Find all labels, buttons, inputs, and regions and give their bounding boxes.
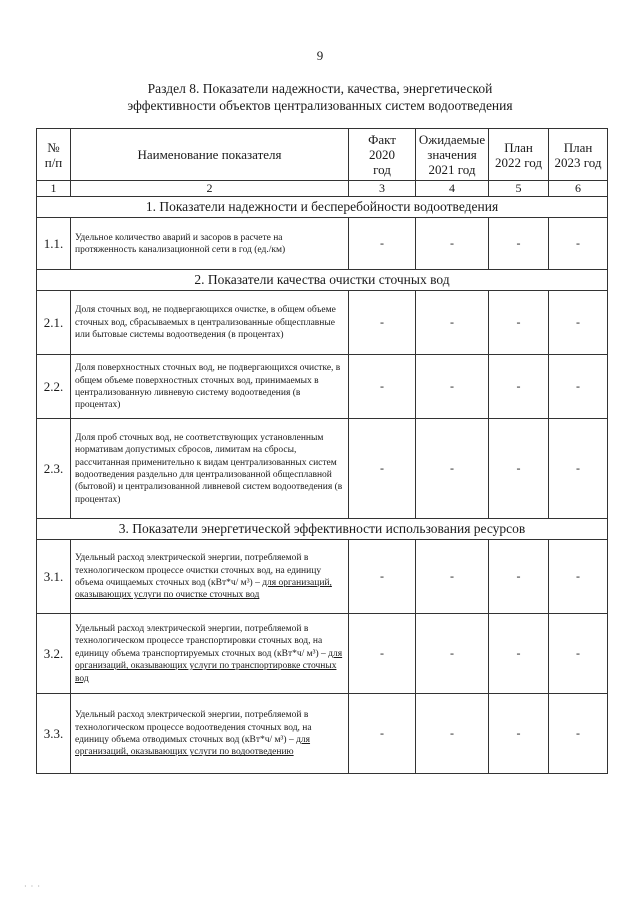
column-number: 3 — [349, 181, 416, 197]
indicator-value: - — [416, 614, 489, 694]
header-number-line-1: № — [47, 139, 60, 155]
header-name: Наименование показателя — [71, 129, 349, 181]
indicator-value: - — [549, 218, 608, 270]
table-row — [37, 355, 608, 419]
heading-line-2: эффективности объектов централизованных систем водоотведения — [127, 98, 513, 113]
indicator-value: - — [416, 540, 489, 614]
table-row — [37, 614, 608, 694]
header-expected-line-3: 2021 год — [428, 162, 476, 177]
section-row — [37, 197, 608, 218]
indicator-value: - — [416, 694, 489, 774]
indicator-value: - — [349, 291, 416, 355]
column-number: 1 — [37, 181, 71, 197]
row-number: 3.3. — [37, 694, 71, 774]
indicator-value: - — [489, 540, 549, 614]
table-body — [37, 129, 608, 774]
table-row — [37, 218, 608, 270]
indicator-value: - — [349, 694, 416, 774]
section-heading — [60, 80, 580, 114]
indicator-name — [71, 694, 349, 774]
indicator-scope-note: для организаций, оказывающих услуги по очистке сточных вод — [75, 578, 332, 601]
row-number: 1.1. — [37, 218, 71, 270]
indicator-value: - — [416, 355, 489, 419]
header-expected-2021 — [416, 129, 489, 181]
table-row — [37, 291, 608, 355]
indicator-name — [71, 355, 349, 419]
column-number: 4 — [416, 181, 489, 197]
indicator-value: - — [416, 291, 489, 355]
indicator-value: - — [349, 540, 416, 614]
header-number — [37, 129, 71, 181]
indicator-text: Доля сточных вод, не подвергающихся очистке, в общем объеме сточных вод, сбрасываемых в централизованные общесплавные или бытовые системы водоотведения (в процентах) — [75, 305, 336, 341]
indicator-text: Доля поверхностных сточных вод, не подвергающихся очистке, в общем объеме поверхностных сточных вод, принимаемых в централизованную ливневую систему водоотведения (в процентах) — [75, 363, 341, 411]
section-title: 2. Показатели качества очистки сточных вод — [37, 270, 608, 291]
indicator-value: - — [549, 291, 608, 355]
section-row — [37, 519, 608, 540]
indicator-value: - — [489, 291, 549, 355]
indicator-value: - — [549, 694, 608, 774]
header-plan-2023 — [549, 129, 608, 181]
indicator-value: - — [349, 614, 416, 694]
column-number: 2 — [71, 181, 349, 197]
header-plan-2022 — [489, 129, 549, 181]
indicator-name — [71, 614, 349, 694]
indicator-scope-note: для организаций, оказывающих услуги по водоотведению — [75, 735, 311, 758]
table-row — [37, 540, 608, 614]
column-numbers-row — [37, 181, 608, 197]
indicator-text: Удельный расход электрической энергии, потребляемой в технологическом процессе очистки сточных вод, на единицу объема очищаемых сточных вод (кВт*ч/ м³) – — [75, 553, 322, 588]
margin-mark: · · · — [24, 882, 41, 891]
header-number-line-2: п/п — [44, 154, 63, 170]
indicators-table — [36, 128, 608, 774]
row-number: 2.3. — [37, 419, 71, 519]
row-number: 2.1. — [37, 291, 71, 355]
indicator-value: - — [489, 614, 549, 694]
header-expected-line-1: Ожидаемые — [418, 132, 486, 147]
page-number: 9 — [316, 48, 324, 63]
indicator-text: Доля проб сточных вод, не соответствующих установленным нормативам допустимых сбросов, лимитам на сбросы, рассчитанная применительно к видам централизованных систем водоотведения раздельно для централизованной общесплавной (бытовой) и централизованной ливневой систем водоотведения (в процентах) — [75, 432, 343, 505]
indicator-value: - — [489, 694, 549, 774]
row-number: 3.1. — [37, 540, 71, 614]
indicator-value: - — [349, 419, 416, 519]
row-number: 3.2. — [37, 614, 71, 694]
table-row — [37, 694, 608, 774]
indicator-value: - — [416, 218, 489, 270]
indicator-name — [71, 419, 349, 519]
indicator-value: - — [549, 540, 608, 614]
indicator-value: - — [349, 355, 416, 419]
indicator-text: Удельное количество аварий и засоров в расчете на протяженность канализационной сети в год (ед./км) — [75, 232, 286, 255]
indicator-name — [71, 218, 349, 270]
table-row — [37, 419, 608, 519]
header-fact-line-3: год — [373, 162, 391, 177]
header-plan-2022-line-2: 2022 год — [495, 154, 542, 170]
section-title: 1. Показатели надежности и бесперебойности водоотведения — [37, 197, 608, 218]
indicator-name — [71, 540, 349, 614]
indicator-value: - — [416, 419, 489, 519]
indicator-text: Удельный расход электрической энергии, потребляемой в технологическом процессе водоотведения сточных вод, на единицу объема отводимых сточных вод (кВт*ч/ м³) – — [75, 710, 312, 745]
header-fact-2020 — [349, 129, 416, 181]
header-plan-2023-line-2: 2023 год — [554, 154, 602, 170]
column-number: 5 — [489, 181, 549, 197]
indicator-value: - — [549, 355, 608, 419]
indicator-value: - — [489, 218, 549, 270]
header-expected-line-2: значения — [427, 147, 477, 162]
header-plan-2022-line-1: План — [504, 139, 533, 155]
indicator-value: - — [489, 355, 549, 419]
table-header-row — [37, 129, 608, 181]
indicator-name — [71, 291, 349, 355]
header-fact-line-1: Факт — [368, 132, 396, 147]
header-fact-line-2: 2020 — [369, 147, 395, 162]
indicator-text: Удельный расход электрической энергии, потребляемой в технологическом процессе транспортировки сточных вод, на единицу объема транспортируемых сточных вод (кВт*ч/ м³) – — [75, 623, 329, 659]
section-title: 3. Показатели энергетической эффективности использования ресурсов — [37, 519, 608, 540]
column-number: 6 — [549, 181, 608, 197]
indicator-value: - — [349, 218, 416, 270]
indicator-value: - — [489, 419, 549, 519]
row-number: 2.2. — [37, 355, 71, 419]
heading-line-1: Раздел 8. Показатели надежности, качества, энергетической — [147, 81, 493, 96]
indicator-scope-note: для организаций, оказывающих услуги по транспортировке сточных вод — [75, 648, 343, 684]
indicator-value: - — [549, 419, 608, 519]
indicator-value: - — [549, 614, 608, 694]
header-plan-2023-line-1: План — [563, 139, 593, 155]
section-row — [37, 270, 608, 291]
